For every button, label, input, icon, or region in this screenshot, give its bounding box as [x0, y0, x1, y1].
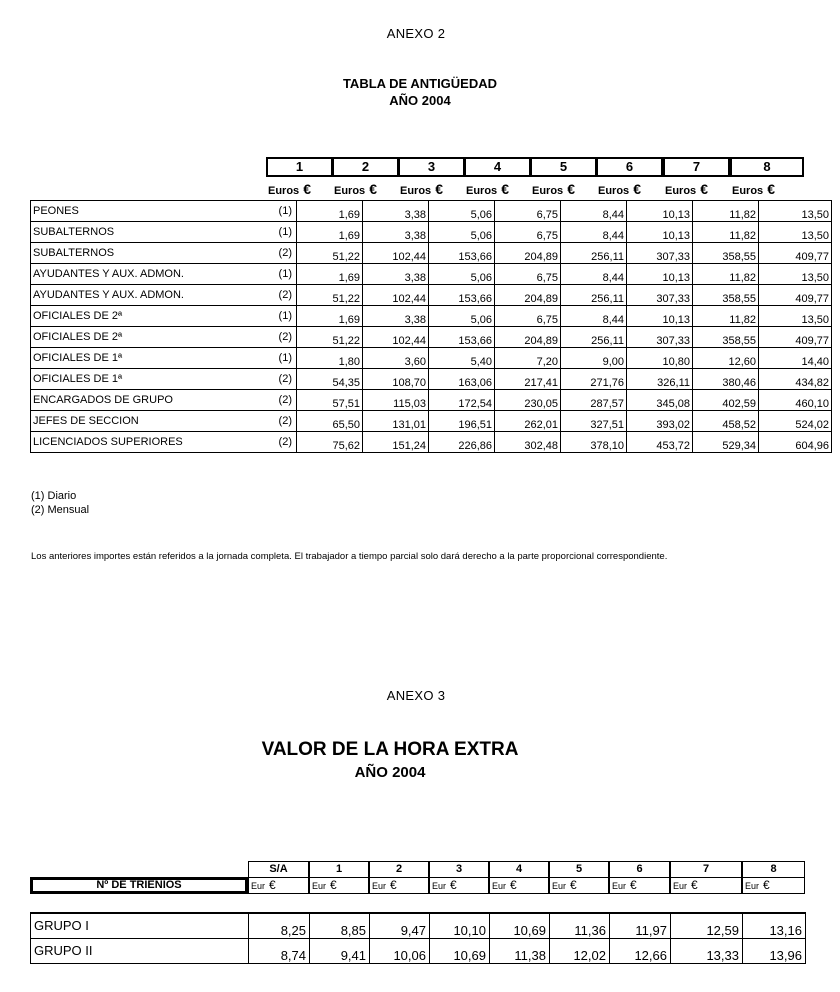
antiguedad-column-header: 5: [530, 157, 597, 177]
hora-extra-column-header: 2: [369, 861, 429, 877]
cell-value: 409,77: [759, 327, 832, 348]
table-row: [31, 264, 832, 285]
hora-extra-table: [30, 912, 806, 964]
hora-extra-column-header: 1: [309, 861, 369, 877]
cell-value: 8,85: [310, 913, 370, 938]
cell-value: 3,60: [363, 348, 429, 369]
cell-value: 307,33: [627, 327, 693, 348]
cell-value: 409,77: [759, 243, 832, 264]
cell-value: 262,01: [495, 411, 561, 432]
cell-value: 8,74: [249, 938, 310, 963]
unit-label: [530, 181, 575, 197]
cell-value: 8,25: [249, 913, 310, 938]
cell-value: 9,47: [370, 913, 430, 938]
row-type: (2): [265, 411, 297, 432]
cell-value: 460,10: [759, 390, 832, 411]
unit-label: [266, 181, 311, 197]
cell-value: 256,11: [561, 327, 627, 348]
cell-value: 358,55: [693, 243, 759, 264]
antiguedad-column-header: 1: [266, 157, 333, 177]
cell-value: 409,77: [759, 285, 832, 306]
table-row: [31, 913, 806, 938]
euro-icon: €: [763, 878, 770, 892]
unit-text: Eur: [432, 881, 447, 891]
cell-value: 8,44: [561, 306, 627, 327]
cell-value: 6,75: [495, 201, 561, 222]
cell-value: 3,38: [363, 264, 429, 285]
row-label: AYUDANTES Y AUX. ADMON.: [31, 285, 265, 306]
hora-extra-column-header: 3: [429, 861, 489, 877]
hora-extra-column-header: 4: [489, 861, 549, 877]
unit-text: Euros: [466, 185, 498, 197]
row-type: (2): [265, 285, 297, 306]
unit-text: Eur: [312, 881, 327, 891]
anexo3-title: VALOR DE LA HORA EXTRA: [261, 739, 519, 760]
unit-label: [742, 877, 805, 894]
table-row: [31, 327, 832, 348]
table-row: [31, 306, 832, 327]
cell-value: 378,10: [561, 432, 627, 453]
euro-icon: €: [390, 878, 397, 892]
cell-value: 10,13: [627, 264, 693, 285]
unit-label: [248, 877, 309, 894]
cell-value: 75,62: [297, 432, 363, 453]
unit-label: [309, 877, 369, 894]
euro-icon: €: [269, 878, 276, 892]
cell-value: 1,69: [297, 201, 363, 222]
euro-icon: €: [450, 878, 457, 892]
cell-value: 393,02: [627, 411, 693, 432]
euro-icon: €: [691, 878, 698, 892]
cell-value: 256,11: [561, 243, 627, 264]
antiguedad-column-header: 7: [663, 157, 730, 177]
unit-text: Euros: [732, 185, 764, 197]
cell-value: 13,96: [743, 938, 806, 963]
cell-value: 10,69: [430, 938, 490, 963]
cell-value: 1,80: [297, 348, 363, 369]
cell-value: 604,96: [759, 432, 832, 453]
table-row: [31, 285, 832, 306]
unit-label: [332, 181, 377, 197]
row-type: (1): [265, 222, 297, 243]
cell-value: 153,66: [429, 285, 495, 306]
table-row: [31, 222, 832, 243]
cell-value: 287,57: [561, 390, 627, 411]
unit-label: [663, 181, 708, 197]
unit-label: [596, 181, 641, 197]
euro-icon: €: [501, 181, 509, 197]
cell-value: 11,82: [693, 201, 759, 222]
cell-value: 3,38: [363, 306, 429, 327]
cell-value: 10,10: [430, 913, 490, 938]
unit-text: Eur: [745, 881, 760, 891]
cell-value: 226,86: [429, 432, 495, 453]
row-label: GRUPO I: [31, 913, 249, 938]
note-mensual: (2) Mensual: [31, 504, 90, 516]
euro-icon: €: [510, 878, 517, 892]
cell-value: 529,34: [693, 432, 759, 453]
cell-value: 453,72: [627, 432, 693, 453]
cell-value: 307,33: [627, 243, 693, 264]
unit-text: Euros: [400, 185, 432, 197]
cell-value: 11,82: [693, 222, 759, 243]
unit-label: [464, 181, 509, 197]
anexo2-year: AÑO 2004: [389, 93, 451, 108]
table-row: [31, 938, 806, 963]
row-label: OFICIALES DE 1ª: [31, 348, 265, 369]
cell-value: 434,82: [759, 369, 832, 390]
table-row: [31, 369, 832, 390]
antiguedad-table: [30, 200, 832, 453]
table-row: [31, 390, 832, 411]
antiguedad-column-header: 6: [596, 157, 663, 177]
cell-value: 3,38: [363, 222, 429, 243]
cell-value: 524,02: [759, 411, 832, 432]
unit-text: Euros: [334, 185, 366, 197]
unit-label: [609, 877, 670, 894]
anexo3-year: AÑO 2004: [354, 764, 426, 781]
table-row: [31, 432, 832, 453]
cell-value: 230,05: [495, 390, 561, 411]
cell-value: 402,59: [693, 390, 759, 411]
hora-extra-column-header: 5: [549, 861, 609, 877]
unit-text: Euros: [268, 185, 300, 197]
cell-value: 13,50: [759, 222, 832, 243]
hora-extra-column-header: 7: [670, 861, 742, 877]
cell-value: 151,24: [363, 432, 429, 453]
cell-value: 13,16: [743, 913, 806, 938]
cell-value: 11,38: [490, 938, 550, 963]
cell-value: 12,66: [610, 938, 671, 963]
cell-value: 326,11: [627, 369, 693, 390]
anexo2-title: TABLA DE ANTIGÜEDAD: [342, 76, 498, 91]
cell-value: 51,22: [297, 327, 363, 348]
unit-text: Eur: [372, 881, 387, 891]
cell-value: 380,46: [693, 369, 759, 390]
table-row: [31, 348, 832, 369]
note-diario: (1) Diario: [31, 490, 77, 502]
unit-text: Eur: [612, 881, 627, 891]
antiguedad-column-header: 3: [398, 157, 465, 177]
cell-value: 57,51: [297, 390, 363, 411]
hora-extra-column-header: 8: [742, 861, 805, 877]
row-label: ENCARGADOS DE GRUPO: [31, 390, 265, 411]
row-label: LICENCIADOS SUPERIORES: [31, 432, 265, 453]
cell-value: 65,50: [297, 411, 363, 432]
cell-value: 10,69: [490, 913, 550, 938]
unit-text: Eur: [673, 881, 688, 891]
row-label: SUBALTERNOS: [31, 243, 265, 264]
euro-icon: €: [700, 181, 708, 197]
cell-value: 10,13: [627, 306, 693, 327]
table-row: [31, 411, 832, 432]
cell-value: 1,69: [297, 222, 363, 243]
cell-value: 10,13: [627, 222, 693, 243]
euro-icon: €: [633, 181, 641, 197]
cell-value: 131,01: [363, 411, 429, 432]
unit-label: [549, 877, 609, 894]
anexo2-heading: ANEXO 2: [386, 26, 446, 41]
euro-icon: €: [630, 878, 637, 892]
cell-value: 358,55: [693, 327, 759, 348]
cell-value: 102,44: [363, 285, 429, 306]
cell-value: 302,48: [495, 432, 561, 453]
unit-text: Euros: [665, 185, 697, 197]
cell-value: 153,66: [429, 243, 495, 264]
cell-value: 8,44: [561, 201, 627, 222]
cell-value: 10,06: [370, 938, 430, 963]
cell-value: 115,03: [363, 390, 429, 411]
unit-label: [730, 181, 775, 197]
trienios-header: Nº DE TRIENIOS: [30, 877, 248, 894]
euro-icon: €: [369, 181, 377, 197]
unit-label: [369, 877, 429, 894]
notes: [31, 489, 89, 517]
cell-value: 9,41: [310, 938, 370, 963]
cell-value: 11,82: [693, 306, 759, 327]
cell-value: 1,69: [297, 264, 363, 285]
cell-value: 8,44: [561, 222, 627, 243]
cell-value: 11,82: [693, 264, 759, 285]
hora-extra-column-header: S/A: [248, 861, 309, 877]
cell-value: 11,36: [550, 913, 610, 938]
cell-value: 327,51: [561, 411, 627, 432]
unit-text: Euros: [598, 185, 630, 197]
cell-value: 163,06: [429, 369, 495, 390]
euro-icon: €: [435, 181, 443, 197]
unit-label: [489, 877, 549, 894]
cell-value: 5,06: [429, 264, 495, 285]
unit-text: Euros: [532, 185, 564, 197]
table-row: [31, 243, 832, 264]
row-label: OFICIALES DE 1ª: [31, 369, 265, 390]
cell-value: 12,60: [693, 348, 759, 369]
cell-value: 13,50: [759, 264, 832, 285]
cell-value: 10,80: [627, 348, 693, 369]
cell-value: 256,11: [561, 285, 627, 306]
cell-value: 5,06: [429, 201, 495, 222]
row-type: (1): [265, 201, 297, 222]
euro-icon: €: [303, 181, 311, 197]
cell-value: 12,02: [550, 938, 610, 963]
row-type: (2): [265, 243, 297, 264]
row-type: (1): [265, 348, 297, 369]
cell-value: 5,06: [429, 222, 495, 243]
antiguedad-column-header: 4: [464, 157, 531, 177]
cell-value: 54,35: [297, 369, 363, 390]
cell-value: 6,75: [495, 264, 561, 285]
row-label: OFICIALES DE 2ª: [31, 327, 265, 348]
hora-extra-column-header: 6: [609, 861, 670, 877]
cell-value: 345,08: [627, 390, 693, 411]
cell-value: 1,69: [297, 306, 363, 327]
cell-value: 51,22: [297, 243, 363, 264]
cell-value: 217,41: [495, 369, 561, 390]
cell-value: 358,55: [693, 285, 759, 306]
cell-value: 153,66: [429, 327, 495, 348]
cell-value: 458,52: [693, 411, 759, 432]
row-type: (1): [265, 264, 297, 285]
cell-value: 3,38: [363, 201, 429, 222]
row-label: OFICIALES DE 2ª: [31, 306, 265, 327]
euro-icon: €: [767, 181, 775, 197]
cell-value: 5,06: [429, 306, 495, 327]
cell-value: 51,22: [297, 285, 363, 306]
unit-label: [398, 181, 443, 197]
cell-value: 9,00: [561, 348, 627, 369]
unit-text: Eur: [552, 881, 567, 891]
row-label: GRUPO II: [31, 938, 249, 963]
cell-value: 8,44: [561, 264, 627, 285]
cell-value: 13,50: [759, 201, 832, 222]
cell-value: 307,33: [627, 285, 693, 306]
cell-value: 271,76: [561, 369, 627, 390]
cell-value: 102,44: [363, 243, 429, 264]
row-type: (2): [265, 327, 297, 348]
row-label: JEFES DE SECCION: [31, 411, 265, 432]
row-type: (2): [265, 390, 297, 411]
euro-icon: €: [570, 878, 577, 892]
proportional-note: Los anteriores importes están referidos a la jornada completa. El trabajador a tiempo parcial solo dará derecho a la parte proporcional correspondiente.: [31, 551, 668, 562]
cell-value: 7,20: [495, 348, 561, 369]
row-label: SUBALTERNOS: [31, 222, 265, 243]
cell-value: 11,97: [610, 913, 671, 938]
unit-label: [670, 877, 742, 894]
row-type: (1): [265, 306, 297, 327]
cell-value: 204,89: [495, 285, 561, 306]
cell-value: 13,33: [671, 938, 743, 963]
euro-icon: €: [567, 181, 575, 197]
antiguedad-column-header: 8: [730, 157, 804, 177]
cell-value: 12,59: [671, 913, 743, 938]
cell-value: 102,44: [363, 327, 429, 348]
row-label: PEONES: [31, 201, 265, 222]
unit-text: Eur: [251, 881, 266, 891]
cell-value: 204,89: [495, 243, 561, 264]
cell-value: 108,70: [363, 369, 429, 390]
cell-value: 10,13: [627, 201, 693, 222]
euro-icon: €: [330, 878, 337, 892]
unit-text: Eur: [492, 881, 507, 891]
cell-value: 6,75: [495, 222, 561, 243]
antiguedad-column-header: 2: [332, 157, 399, 177]
row-type: (2): [265, 369, 297, 390]
cell-value: 5,40: [429, 348, 495, 369]
table-row: [31, 201, 832, 222]
unit-label: [429, 877, 489, 894]
row-label: AYUDANTES Y AUX. ADMON.: [31, 264, 265, 285]
cell-value: 196,51: [429, 411, 495, 432]
cell-value: 14,40: [759, 348, 832, 369]
cell-value: 13,50: [759, 306, 832, 327]
cell-value: 204,89: [495, 327, 561, 348]
row-type: (2): [265, 432, 297, 453]
cell-value: 6,75: [495, 306, 561, 327]
cell-value: 172,54: [429, 390, 495, 411]
anexo3-heading: ANEXO 3: [386, 688, 446, 703]
